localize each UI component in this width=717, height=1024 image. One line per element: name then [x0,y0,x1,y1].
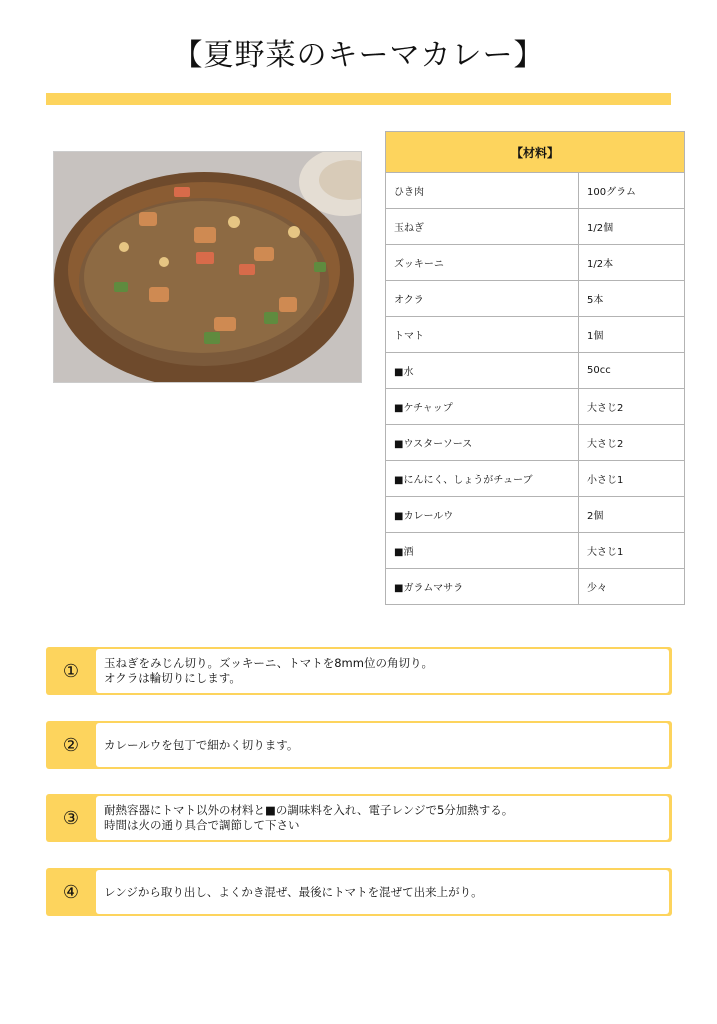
step-3 [46,794,672,842]
step-box [96,649,669,693]
ingredient-row [386,569,685,605]
ingredient-row [386,209,685,245]
step-box [96,796,669,840]
ingredient-name: ■ウスターソース [386,425,579,461]
ingredient-row [386,497,685,533]
step-text: レンジから取り出し、よくかき混ぜ、最後にトマトを混ぜて出来上がり。 [104,884,483,899]
step-number: ④ [62,881,80,903]
step-box [96,870,669,914]
ingredient-name: ■にんにく、しょうがチューブ [386,461,579,497]
step-text: 玉ねぎをみじん切り。ズッキーニ、トマトを8mm位の角切り。 オクラは輪切りにします。 [104,656,433,685]
step-4 [46,868,672,916]
step-text: カレールウを包丁で細かく切ります。 [104,737,299,752]
ingredient-row [386,389,685,425]
ingredient-amount: 大さじ2 [579,389,685,425]
dish-photo [53,151,362,383]
step-number: ③ [62,807,80,829]
ingredient-name: ■水 [386,353,579,389]
ingredient-amount: 少々 [579,569,685,605]
ingredient-row [386,281,685,317]
ingredient-name: ひき肉 [386,173,579,209]
ingredients-table [385,131,685,605]
ingredient-amount: 1個 [579,317,685,353]
ingredient-name: 玉ねぎ [386,209,579,245]
ingredient-amount: 5本 [579,281,685,317]
step-box [96,723,669,767]
ingredients-header: 【材料】 [386,132,685,173]
step-number: ② [62,734,80,756]
ingredient-amount: 大さじ2 [579,425,685,461]
ingredient-row [386,461,685,497]
ingredient-amount: 50cc [579,353,685,389]
ingredient-name: ■酒 [386,533,579,569]
ingredient-amount: 大さじ1 [579,533,685,569]
ingredient-amount: 小さじ1 [579,461,685,497]
ingredient-amount: 2個 [579,497,685,533]
ingredient-name: ■ガラムマサラ [386,569,579,605]
step-number: ① [62,660,80,682]
ingredient-row [386,317,685,353]
ingredient-name: オクラ [386,281,579,317]
ingredient-name: ズッキーニ [386,245,579,281]
step-2 [46,721,672,769]
step-1 [46,647,672,695]
ingredient-name: ■カレールウ [386,497,579,533]
page-title: 【夏野菜のキーマカレー】 [172,38,545,73]
ingredient-row [386,353,685,389]
title-underline [46,93,671,105]
ingredient-amount: 100グラム [579,173,685,209]
ingredient-amount: 1/2個 [579,209,685,245]
ingredient-name: トマト [386,317,579,353]
ingredient-row [386,533,685,569]
ingredient-row [386,173,685,209]
ingredient-amount: 1/2本 [579,245,685,281]
ingredient-name: ■ケチャップ [386,389,579,425]
ingredient-row [386,245,685,281]
ingredient-row [386,425,685,461]
step-text: 耐熱容器にトマト以外の材料と■の調味料を入れ、電子レンジで5分加熱する。 時間は火の通り具合で調節して下さい [104,803,514,832]
